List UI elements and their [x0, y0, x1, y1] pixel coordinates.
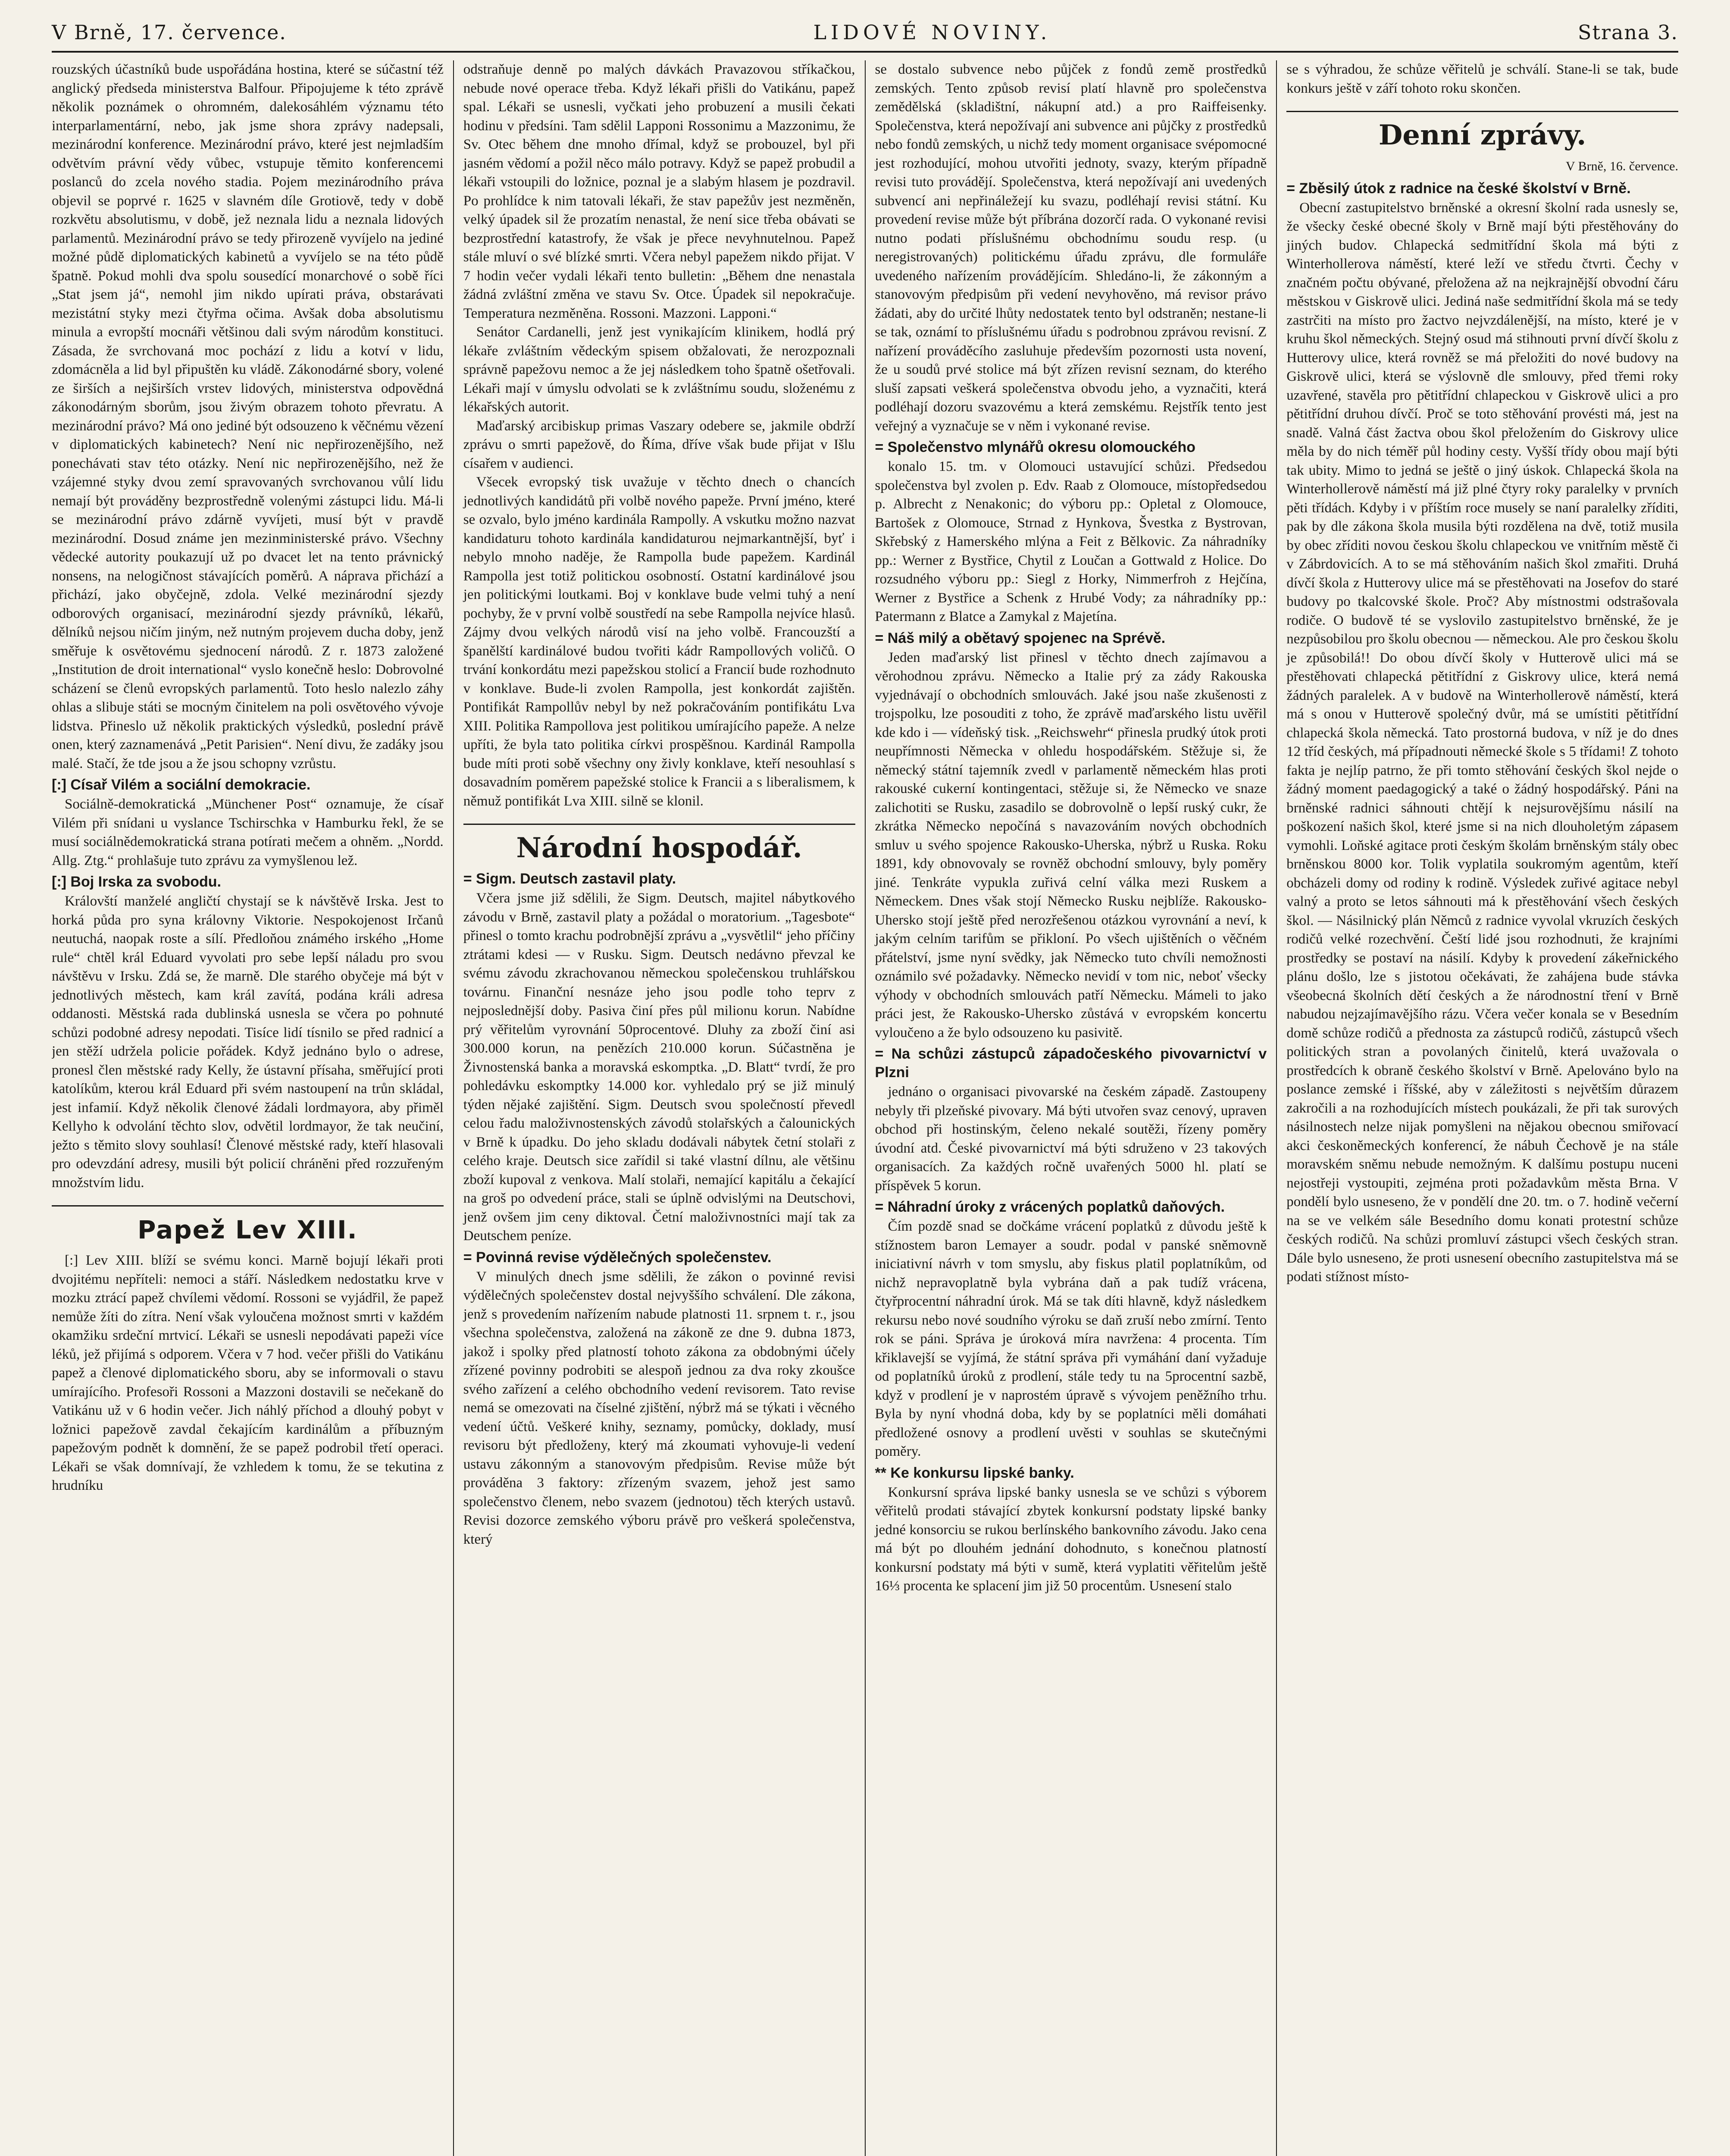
header-date: V Brně, 17. července.: [52, 21, 287, 44]
article-paragraph: rouzských účastníků bude uspořádána hostina, které se súčastní též anglický předseda ministerstva Balfour. Připojujeme k této zprávě několik poznámek o ohromném, dalekosáhlém významu této interparlamentární, nebo, jak jsme shora zprávy nadepsali, mezinárodní konference. Mezinárodní právo, které jest nejmladším odvětvím právní vědy vůbec, vstupuje těmito konferencemi poslanců do zcela nového stadia. Pojem mezinárodního práva objevil se poprvé r. 1625 v slavném díle Grotiově, tedy v době rozkvětu absolutismu, v době, jež neznala lidu a neznala lidových parlamentů. Mezinárodní právo se tedy přirozeně vyvíjelo na jediné možné půdě diplomatických kabinetů a vyvíjelo se na této půdě špatně. Pokud mohli dva spolu sousedící monarchové o sobě říci „Stat jsem já“, nemohl jim nikdo upírati práva, obstarávati mezistátní styky mezi čtyřma očima. Avšak doba absolutismu minula a evropští mocnáři většinou dali svým národům konstituci. Zásada, že svrchovaná moc pochází z lidu a kotví v lidu, zdomácněla a lid byl připuštěn ku vládě. Zákonodárné sbory, volené ze širších a nejširších vrstev lidových, ministerstva odpovědná zákonodárným sborům, jsou živým obrazem tohoto převratu. A mezinárodní právo? Má ono jediné být odsouzeno k věčnému vězení v diplomatických kabinetech? Není nic nepřirozenějšího, než ponechávati stav této otázky. Není nic nepřirozenějšího, než že vzájemné styky dvou zemí spravovaných svrchovanou vůlí lidu nemají být prováděny bezprostředně volenými zástupci lidu. Má-li se mezinárodní právo zdárně vyvíjeti, musí být v pravdě mezinárodní. Dosud známe jen mezinministerské právo. Všechny vědecké autority poukazují už po dvacet let na tento právnický nonsens, na nelogičnost stávajících poměrů. A náprava přichází a přichází, jako obyčejně, zdola. Velké mezinárodní sjezdy odborových organisací, mezinárodní sjezdy právníků, lékařů, dělníků nejsou ničím jiným, než nutným projevem ducha doby, jenž směřuje k osvětovému sjednocení národů. Z r. 1873 založené „Institution de droit international“ vyslo konečně heslo: Dobrovolné scházení se členů evropských parlamentů. Toto heslo nalezlo záhy ohlas a slibuje státi se mocným činitelem na poli osvětového vývoje lidstva. Přineslo už několik praktických výsledků, poslední právě onen, který zaznamenává „Petit Parisien“. Není divu, že zadáky jsou malé. Stačí, že tde jsou a že jsou schopny vzrůstu.: [52, 62, 444, 771]
article-heading: = Na schůzi zástupců západočeského pivovarnictví v Plzni: [875, 1046, 1267, 1081]
article-heading: = Zběsilý útok z radnice na české školství v Brně.: [1286, 180, 1631, 197]
article-paragraph: Konkursní správa lipské banky usnesla se ve schůzi s výborem věřitelů prodati stávající zbytek konkursní podstaty lipské banky jedné konsorciu se rukou berlínského bankovního závodu. Jako cena má být po dlouhém jednání dohodnuto, s konečnou platností konkursní podstaty má býti v sumě, která vyplatiti věřitelům ještě 16⅓ procenta ke splacení jim již 50 procentům. Usnesení stalo: [875, 1484, 1267, 1594]
article-paragraph: jednáno o organisaci pivovarské na českém západě. Zastoupeny nebyly tři plzeňské pivovary. Má býti utvořen svaz cenový, upraven obchod při hostinským, čeleno nekalé soutěži, řízeny poměry úvodní atd. České pivovarnictví má býti sdruženo v 23 takových organisacích. Za každých ročně uvařených 5000 hl. platí se příspěvek 5 korun.: [875, 1084, 1267, 1194]
article-heading: ** Ke konkursu lipské banky.: [875, 1464, 1074, 1481]
article-paragraph: se dostalo subvence nebo půjček z fondů země prostředků zemských. Tento způsob revisí platí hlavně pro společenstva zemědělská (skladištní, nákupní atd.) a pro Raiffeisenky. Společenstva, která nepožívají ani subvence ani půjčky z prostředků nebo fondů zemských, u nichž tedy moment organisace svépomocné jest rozhodující, mohou utvořiti jednoty, svazy, kterým případně revisi tuto provádějí. Společenstva, která nepožívají ani uvedených subvencí ani nepřináležejí ku svazu, podléhají revisi státní. Ku provedení revise může být příbrána dozorčí rada. O vykonané revisi nutno podati příslušnému obchodnímu soudu resp. (u neregistrovaných) politickému úřadu zprávu, dle formuláře uvedeného nařízením provádějícím. Shledáno-li, že zákonným a stanovovým předpisům při vedení nevyhověno, má revisor právo žádati, aby do určité lhůty nedostatek tento byl odstraněn; nestane-li se tak, oznámí to příslušnému úřadu s podrobnou zprávou revisní. Z nařízení prováděcího zasluhuje především pozornosti usta novení, že u soudů prvé stolice má být zřízen revisní seznam, do kterého sluší zapsati veškerá společenstva obvodu jeho, a vyznačiti, která podléhají dozoru svazovému a která zemskému. Rejstřík tento jest veřejný a vyznačuje se v něm i vykonané revise.: [875, 62, 1267, 434]
article-heading: = Sigm. Deutsch zastavil platy.: [463, 871, 676, 887]
column-1: [52, 60, 453, 2156]
article-paragraph: V minulých dnech jsme sdělili, že zákon o povinné revisi výdělečných společenstev dostal nejvyššího schválení. Dle zákona, jenž s provedením nařízením nabude platnosti 11. srpnem t. r., jsou všechna společenstva, založená na zákoně ze dne 9. dubna 1873, jakož i spolky před platností tohoto zákona za obdobnými účely zřízené povinny podrobiti se alespoň jednou za dva roky zkoušce svého zařízení a celého obchodního vedení revisorem. Tato revise nemá se omezovati na číselné zjištění, nýbrž má se týkati i věcného vedení účtů. Veškeré knihy, seznamy, pomůcky, doklady, musí revisoru být předloženy, který má zkoumati vyhovuje-li vedení ustavu zákonným a stanovovým předpisům. Revise může být prováděna 3 faktory: zřízeným svazem, jehož jest samo společenstvo členem, nebo svazem (jednotou) těch kterých ustavů. Revisi dozorce zemského výboru právě pro veškerá společenstva, který: [463, 1269, 855, 1547]
article-paragraph: Včera jsme již sdělili, že Sigm. Deutsch, majitel nábytkového závodu v Brně, zastavil platy a požádal o moratorium. „Tagesbote“ přinesl o tomto krachu podrobnější zprávu a „vysvětlil“ jeho příčiny ztrátami kdesi — v Rusku. Sigm. Deutsch nedávno převzal ke svému závodu zkrachovanou německou společenskou truhlářskou továrnu. Finanční nesnáze jeho jsou podle toho teprv z nejposlednější doby. Pasiva činí přes půl milionu korun. Nabídne prý věřitelům vyrovnání 50procentové. Dluhy za zboží činí asi 300.000 korun, na penězích 210.000 korun. Súčastněna je Živnostenská banka a moravská eskomptka. „D. Blatt“ tvrdí, že pro pohledávku eskomptky 14.000 kor. vyhledalo prý se již minulý týden nějaké zajištění. Sigm. Deutsch svou společností převedl celou řadu maloživnostenských závodů stolařských a čalounických v Brně k úpadku. Do jeho skladu dodávali nábytek četní stolaři z celého kraje. Deutsch sice zařídil si také vlastní dílnu, ale většinu zboží kupoval z venkova. Malí stolaři, nemající kapitálu a čekající na groš po odvedení práce, stali se úplně odvislými na Deutschovi, jenž ovšem jim ceny diktoval. Četní maloživnostníci mají tak za Deutschem peníze.: [463, 890, 855, 1244]
article-heading: = Náš milý a obětavý spojenec na Sprévě.: [875, 630, 1166, 646]
article-paragraph: Maďarský arcibiskup primas Vaszary odebere se, jakmile obdrží zprávu o smrti papežově, do Říma, dříve však bude přijat v Išlu císařem v audienci.: [463, 418, 855, 471]
section-title-daily-news: Denní zprávy.: [1286, 111, 1678, 153]
article-paragraph: Sociálně-demokratická „Münchener Post“ oznamuje, že císař Vilém při snídani u vyslance Tschirschka v Hamburku řekl, že se musí sociálnědemokratická strana potírati mečem a ohněm. „Nordd. Allg. Ztg.“ prohlašuje tuto zprávu za vymyšlenou lež.: [52, 796, 444, 868]
page-header: [52, 17, 1678, 47]
article-paragraph: Čím pozdě snad se dočkáme vrácení poplatků z důvodu ještě k stížnostem baron Lemayer a soudr. podal v panské sněmovně iniciativní návrh v tom smyslu, aby fiskus platil poplatníkům, od nichž nepravoplatně byla vybrána daň a pak tudíž vrácena, čtyřprocentní náhradní úrok. Má se tak díti hlavně, když následkem rekursu nebo nové soudního výroku se daň zruší nebo zmírní. Tento rok se páni. Správa je úroková míra navržena: 4 procenta. Tím křiklavejší se vyjímá, že státní správa při vymáhání daní vyžaduje od poplatníků úroků z prodlení, stále tedy tu na 5procentní sazbě, když v prodlení je v naprostém úpravě s vývojem peněžního trhu. Byla by nyní vhodná doba, kdy by se poplatníci měli domáhati předložené osnovy a prodlení uvěsti v souhlas se skutečnými poměry.: [875, 1219, 1267, 1459]
dateline: V Brně, 16. července.: [1565, 159, 1678, 173]
article-paragraph: Všecek evropský tisk uvažuje v těchto dnech o chancích jednotlivých kandidátů při volbě nového papeže. První jméno, které se ozvalo, bylo jméno kardinála Rampolly. A vskutku možno nazvat kandidaturu tohoto kardinála kandidaturou nejmarkantnější, byť i nebylo mnoho naděje, že Rampolla bude papežem. Kardinál Rampolla jest totiž politickou osobností. Ostatní kardinálové jsou jen politickými loutkami. Boj v konklave bude velmi tuhý a není pochyby, že v první volbě soustředí na sebe Rampolla nejvíce hlasů. Zájmy dvou velkých národů visí na jeho volbě. Francouzští a španělští kardinálové budou tvořiti kádr Rampollových voličů. O trvání konkordátu mezi papežskou stolicí a Francií bude rozhodnuto v konklave. Bude-li zvolen Rampolla, jest konkordát zajištěn. Pontifikát Rampollův nebyl by než pokračováním pontifikátu Lva XIII. Politika Rampollova jest politikou umírajícího papeže. A nelze upříti, že byla tato politika církvi prospěšnou. Kardinál Rampolla bude míti proti sobě všechny ony živly konklave, kteří nesouhlasí s dosavadním poměrem papežské stolice k Francii a s liberalismem, k němuž pontifikát Lva XIII. silně se klonil.: [463, 474, 855, 809]
column-3: [865, 60, 1276, 2156]
article-heading: [:] Císař Vilém a sociální demokracie.: [52, 777, 311, 793]
section-title-pope: Papež Lev XIII.: [52, 1205, 444, 1247]
article-paragraph: odstraňuje denně po malých dávkách Pravazovou stříkačkou, nebude nové operace třeba. Když lékaři přišli do Vatikánu, papež spal. Lékaři se usnesli, vyčkati jeho probuzení a musili čekati hodinu v předsíni. Tam sdělil Lapponi Rossonimu a Mazzonimu, že Sv. Otec během dne mnoho dřímal, když se probouzel, byl při jasném vědomí a požil něco málo potravy. Když se papež probudil a lékaři vstoupili do ložnice, poznal je a slabým hlasem je pozdravil. Po prohlídce k nim tatovali lékaři, že stav papežův jest nezměněn, velký úpadek sil že prozatím nenastal, že není sice třeba obávati se bezprostřední katastrofy, že však je přece nevyhnutelnou. Papež stále mluví o své blízké smrti. Včera nebyl papežem nikdo přijat. V 7 hodin večer vydali lékaři tento bulletin: „Během dne nenastala žádná zvláštní změna ve stavu Sv. Otce. Úpadek sil nepokračuje. Temperatura nezměněna. Rossoni. Mazzoni. Lapponi.“: [463, 62, 855, 321]
article-paragraph: se s výhradou, že schůze věřitelů je schválí. Stane-li se tak, bude konkurs ještě v září tohoto roku skončen.: [1286, 62, 1678, 96]
header-page-number: Strana 3.: [1578, 21, 1678, 44]
header-rule: [52, 51, 1678, 53]
article-heading: = Společenstvo mlynářů okresu olomouckého: [875, 439, 1195, 455]
column-4: [1276, 60, 1678, 2156]
section-title-economy: Národní hospodář.: [463, 824, 855, 865]
article-paragraph: Senátor Cardanelli, jenž jest vynikajícím klinikem, hodlá prý lékaře zvláštním vědeckým spisem obžalovati, že nerozpoznali správně papežovu nemoc a že jej následkem toho špatně ošetřovali. Lékaři mají v úmyslu odvolati se k zvláštnímu soudu, složenému z lékařských autorit.: [463, 324, 855, 415]
article-paragraph: Obecní zastupitelstvo brněnské a okresní školní rada usnesly se, že všecky české obecné školy v Brně mají býti přestěhovány do jiných budov. Chlapecká sedmitřídní škola má býti z Winterhollerova náměstí, které leží ve středu čtvrti. Čechy v značném počtu obývané, přeložena až na nejkrajnější obvodní čáru městskou v Giskrově ulici. Jediná naše sedmitřídní škola má se tedy zastrčiti na místo pro žactvo nejvzdálenější, na místo, které je v kruhu škol německých. Stejný osud má stihnouti první dívčí školu z Hutterovy ulice, která rovněž se má přeložiti do nové budovy na Giskrově ulici, která se výslovně dle smlouvy, před třemi roky uzavřené, stavěla pro pětitřídní chlapeckou v Giskrově ulici a pro pětitřídní druhou dívčí. Proč se toto stěhování provésti má, jest na snadě. Valná část žactva obou škol přeložením do Giskrovy ulice měla by do nich téměř půl hodiny cesty. Vyšší třídy obou mají býti tak ubity. Mimo to jedná se ještě o jiný úskok. Chlapecká škola na Winterhollerově náměstí má již plné čtyry roky paralelky v prvních pěti třídách. Kdyby i v příštím roce musely se naní paralelky zříditi, pak by dle zákona škola musila býti rozdělena na dvě, totiž musila by obec zříditi novou českou školu chlapeckou ve vnitřním městě či v Zábrdovicích. A to se má stěhováním našich škol zmařiti. Druhá dívčí škola z Hutterovy ulice má se přestěhovati na Josefov do staré budovy po tkalcovské škole. Proč? Aby místnostmi odstrašovala rodiče. O budově té se vyslovilo zastupitelstvo brněnské, že je nezpůsobilou pro školu obecnou — německou. Ale pro českou školu je způsobilá!! Do obou dívčí školy v Hutterově ulici má se přestěhovati chlapecká pětitřídní z Giskrovy ulice, která nemá žádných paralelek. A v budově na Winterhollerově náměstí, která má s onou v Hutterově společný dvůr, má se umístiti pětitřídní chlapecká škola německá. Tato prostorná budova, v níž je do dnes 12 tříd českých, má případnouti německé škole s 5 třídami! Z tohoto fakta je nejlíp patrno, že při tomto stěhování českých škol nejde o žádný moment paedagogický a také o žádný hospodářský. Páni na brněnské radnici sáhnouti chtějí k nejsurovějšímu násilí na poškození našich škol, které jsme si na nich dlouholetým zápasem vymohli. Loňské agitace proti českým školám brněnským stály obec brněnskou 8000 kor. Tolik vyplatila soukromým agentům, kteří obcházeli domy od rodiny k rodině. Výsledek zuřivé agitace nebyl valný a proto se letos sáhnouti má k přestěhování všech českých škol. — Násilnický plán Němců z radnice vyvolal vkruzích českých rodičů velké rozechvění. Čeští lidé jsou rozhodnuti, že krajními prostředky se postaví na násilí. Kdyby k provedení zákeřnického plánu došlo, lze s jistotou očekávati, že zahájena bude stávka všeobecná školních dětí českých a že národnostní tření v Brně nabudou nejzajímavějšího rázu. Včera večer konala se v Besedním domě schůze rodičů a přednosta za zástupců rodičů, zástupců všech politických stran a povolaných činitelů, která uvažovala o prostředcích k obraně českého školství v Brně. Apelováno bylo na poslance zemské i říšské, aby v záležitosti s největším důrazem zakročili a na rozhodujících místech poukázali, že při tak surových násilnostech nelze nijak pomyšleni na nějakou obecnou smiřovací akci českoněmeckých konferencí, že nábuh Čechově je na stále moravském sněmu nebude nemožným. K dalšímu postupu nuceni nejostřeji vystoupiti, zejména proti požadavkům města Brna. V pondělí bylo usneseno, že v pondělí dne 20. tm. o 7. hodině večerní na se ve velkém sále Besedního domu konati protestní schůze českých rodičů. Na schůzi promluví zástupci všech českých stran. Dále bylo usneseno, že proti usnesení obecního zastupitelstva má se podati stížnost místo-: [1286, 200, 1678, 1285]
article-paragraph: Královští manželé angličtí chystají se k návštěvě Irska. Jest to horká půda pro syna královny Viktorie. Nespokojenost Irčanů neutuchá, naopak roste a sílí. Předloňou známého irského „Home rule“ chtěl král Eduard vyvolati pro sebe lepší náladu pro svou návštěvu v Irsku. Zdá se, že marně. Dle starého obyčeje má být v jednotlivých městech, kam král zavítá, podána králi adresa oddanosti. Městská rada dublinská usnesla se včera po pohnuté schůzi podobné adresy nepodati. Tisíce lidí tísnilo se před radnicí a jen stěží udržela policie pořádek. Když jednáno bylo o adrese, pronesl člen městské rady Kelly, že ústavní přísaha, směřující proti katolíkům, kterou král Eduard při svém nastoupení na trůn skládal, jest infamií. Když několik členové žádali lordmayora, aby přiměl Kellyho k odvolání těchto slov, odvětil lordmayor, že tak neučiní, ježto s těmito slovy souhlasí! Členové městské rady, kteří hlasovali pro odevzdání adresy, musili být policií chráněni před rozzuřeným množstvím lidu.: [52, 893, 444, 1191]
masthead-title: LIDOVÉ NOVINY.: [813, 21, 1051, 44]
article-heading: [:] Boj Irska za svobodu.: [52, 874, 221, 890]
article-paragraph: konalo 15. tm. v Olomouci ustavující schůzi. Předsedou společenstva byl zvolen p. Edv. Raab z Olomouce, místopředsedou p. Albrecht z Nenakonic; do výboru pp.: Opletal z Olomouce, Bartošek z Olomouce, Strnad z Hynkova, Švestka z Bystrovan, Skřebský z Hamerského mlýna a Feit z Bělkovic. Za náhradníky pp.: Werner z Bystřice, Chytil z Loučan a Gottwald z Holice. Do rozsudného výboru pp.: Siegl z Horky, Nimmerfroh z Hejčína, Werner z Bystřice a Schenk z Hrubé Vody; za náhradníky pp.: Patermann z Blatce a Zamykal z Majetína.: [875, 459, 1267, 624]
article-heading: = Náhradní úroky z vrácených poplatků daňových.: [875, 1199, 1225, 1215]
article-paragraph: [:] Lev XIII. blíží se svému konci. Marně bojují lékaři proti dvojitému nepříteli: nemoci a stáří. Následkem nedostatku krve v mozku ztrácí papež chvílemi vědomí. Rossoni se vyjádřil, že papež nemůže žíti do zítra. Není však vyloučena možnost smrti v každém okamžiku srdeční mrtvicí. Lékaři se usnesli nepodávati papeži více léků, jež přijímá s odporem. Včera v 7 hod. večer přišli do Vatikánu papež a členové diplomatického sboru, aby se informovali o stavu umírajícího. Profesoři Rossoni a Mazzoni dostavili se nečekaně do Vatikánu už v 6 hodin večer. Jich náhlý příchod a dlouhý pobyt v ložnici papežově zavdal čekajícím kardinálům a příbuzným papežovým podnět k domnění, že se papež podrobil třetí operaci. Lékaři se však domnívají, že vzhledem k tomu, že se tekutina z hrudníku: [52, 1253, 444, 1493]
column-2: [453, 60, 865, 2156]
article-heading: = Povinná revise výdělečných společenstev.: [463, 1249, 772, 1266]
article-paragraph: Jeden maďarský list přinesl v těchto dnech zajímavou a věrohodnou zprávu. Německo a Italie prý za zády Rakouska vyjednávají o obchodních smlouvách. Jaké jsou naše zkušenosti z trojspolku, lze posouditi z toho, že zprávě maďarského listu uvěřil kde kdo i — vídeňský tisk. „Reichswehr“ přinesla prudký útok proti neupřímnosti Německa v ohledu hospodářském. Stěžuje si, že německý státní tajemník zvedl v parlamentě německém hlas proti rakouské cukerní kontingentaci, stěžuje si, že Německo ve snaze zalichotiti se Rusku, zasadilo se dobrovolně o lepší ruský cukr, že zkrátka Německo nepočíná s navazováním nových obchodních smluv u svého spojence Rakousko-Uherska, nýbrž u Ruska. Roku 1891, kdy obnovovaly se rovněž obchodní smlouvy, byly poměry jiné. Tenkráte vypukla zuřivá celní válka mezi Ruskem a Německem. Dnes však stojí Německo Rusku nejblíže. Rakousko-Uhersko stojí ještě před nerozřešenou otázkou vyrovnání a neví, k jakým celním tarifům se přikloní. Po všech ujištěních o věčném přátelství, jsme nyní svědky, jak Německo tuto chvíli nemožnosti oznámilo své požadavky. Německo nevidí v tom nic, neboť všecky výhody v obchodních smlouvách patří Německu. Mámeli to jako práci jest, že Rakousko-Uhersko zůstává v evropském koncertu vyloučeno a že bylo odsouzeno ku pasivitě.: [875, 649, 1267, 1040]
columns: [52, 60, 1678, 2156]
